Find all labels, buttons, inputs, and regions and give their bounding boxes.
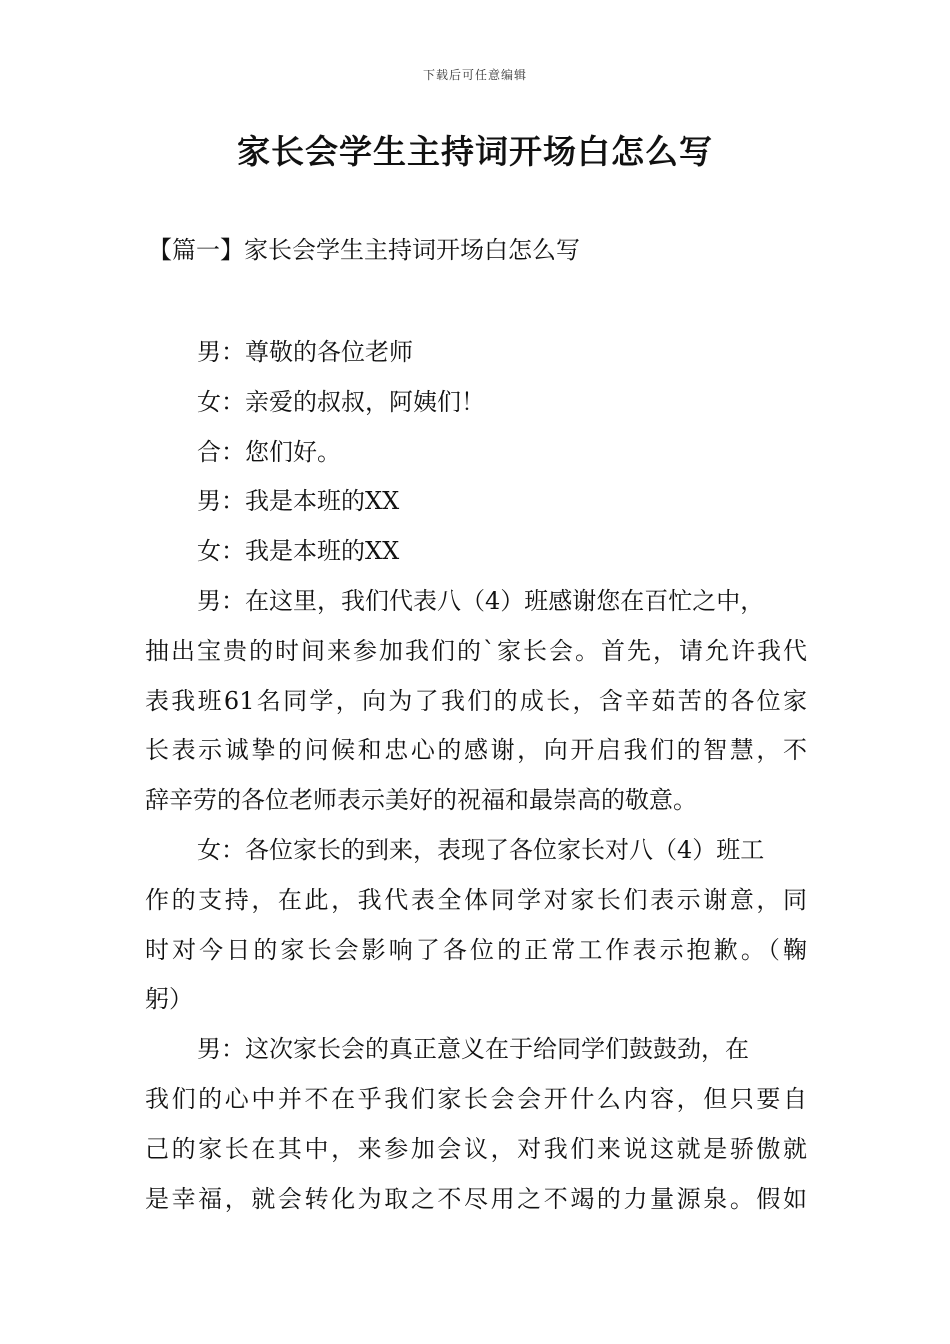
header-note: 下载后可任意编辑 xyxy=(422,68,527,82)
paragraph-line: 躬） xyxy=(145,985,193,1014)
paragraph-line: 是幸福，就会转化为取之不尽用之不竭的力量源泉。假如 xyxy=(145,1184,807,1213)
dialogue-line: 男：尊敬的各位老师 xyxy=(197,338,413,366)
document-title: 家长会学生主持词开场白怎么写 xyxy=(237,132,713,171)
paragraph-line: 己的家长在其中，来参加会议，对我们来说这就是骄傲就 xyxy=(145,1134,807,1163)
dialogue-line: 女：亲爱的叔叔，阿姨们！ xyxy=(197,387,485,416)
dialogue-line: 男：我是本班的XX xyxy=(197,487,400,516)
paragraph-line: 男：这次家长会的真正意义在于给同学们鼓鼓劲，在 xyxy=(197,1035,749,1064)
paragraph-line: 抽出宝贵的时间来参加我们的`家长会。首先，请允许我代 xyxy=(145,636,807,665)
paragraph-line: 表我班61名同学，向为了我们的成长，含辛茹苦的各位家 xyxy=(145,686,807,715)
dialogue-line: 合：您们好。 xyxy=(197,437,341,466)
paragraph-line: 时对今日的家长会影响了各位的正常工作表示抱歉。（鞠 xyxy=(145,935,807,964)
paragraph-line: 长表示诚挚的问候和忠心的感谢，向开启我们的智慧，不 xyxy=(145,736,807,765)
paragraph-line: 作的支持，在此，我代表全体同学对家长们表示谢意，同 xyxy=(145,885,807,914)
dialogue-line: 女：我是本班的XX xyxy=(197,537,400,566)
section-heading: 【篇一】家长会学生主持词开场白怎么写 xyxy=(148,236,580,264)
paragraph-line: 我们的心中并不在乎我们家长会会开什么内容，但只要自 xyxy=(145,1084,807,1113)
paragraph-line: 男：在这里，我们代表八（4）班感谢您在百忙之中， xyxy=(197,586,765,615)
paragraph-line: 辞辛劳的各位老师表示美好的祝福和最崇高的敬意。 xyxy=(145,786,697,815)
paragraph-line: 女：各位家长的到来，表现了各位家长对八（4）班工 xyxy=(197,835,765,864)
document-body xyxy=(145,328,807,1224)
